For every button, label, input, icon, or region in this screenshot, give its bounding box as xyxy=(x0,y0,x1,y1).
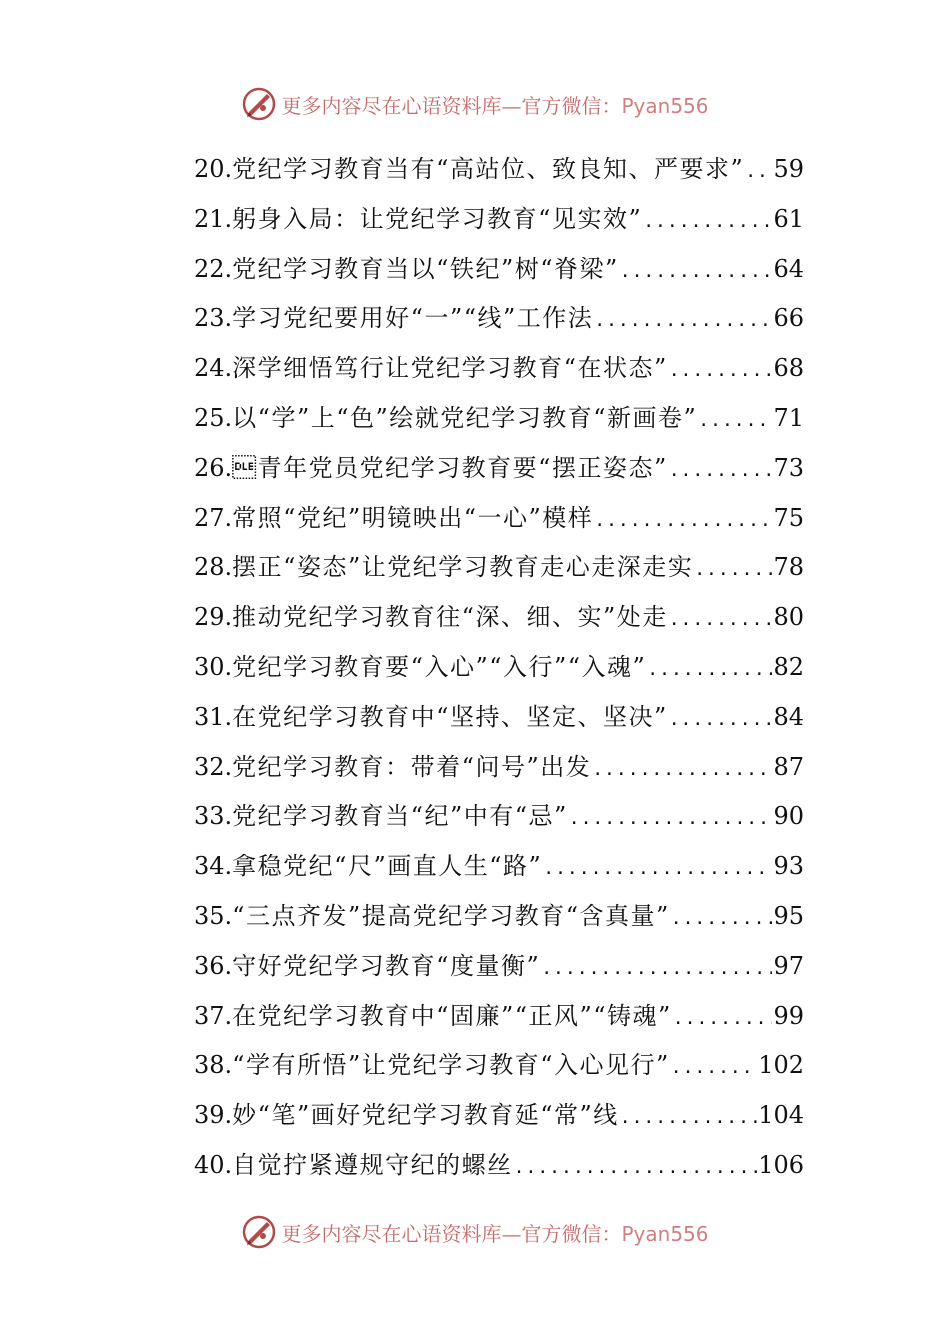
toc-entry-page: 102 xyxy=(758,1051,804,1080)
toc-entry-number: 20. xyxy=(194,155,233,183)
toc-entry[interactable] xyxy=(194,892,804,942)
toc-entry[interactable] xyxy=(194,1141,804,1191)
toc-entry-title: “学有所悟”让党纪学习教育“入心见行” xyxy=(232,1051,670,1080)
toc-entry-page: 99 xyxy=(773,1001,804,1030)
toc-entry-page: 87 xyxy=(773,752,804,781)
pen-logo-icon xyxy=(241,1214,277,1250)
table-of-contents xyxy=(194,145,804,1191)
toc-entry-page: 80 xyxy=(773,603,804,632)
toc-leader-dots xyxy=(671,1043,757,1093)
toc-entry-page: 93 xyxy=(773,852,804,881)
wechat-id: Pyan556 xyxy=(621,93,709,118)
watermark-banner-top xyxy=(0,84,950,124)
toc-leader-dots xyxy=(541,944,772,994)
toc-leader-dots xyxy=(620,247,773,297)
toc-entry-page: 71 xyxy=(773,403,804,432)
toc-entry-title: 在党纪学习教育中“固廉”“正风”“铸魂” xyxy=(232,1001,672,1030)
toc-entry-title: 摆正“姿态”让党纪学习教育走心走深走实 xyxy=(232,553,694,582)
toc-entry-title: 推动党纪学习教育往“深、细、实”处走 xyxy=(232,603,668,632)
toc-entry-title: 躬身入局：让党纪学习教育“见实效” xyxy=(232,204,643,233)
toc-entry-page: 78 xyxy=(773,553,804,582)
toc-entry-title: 深学细悟笃行让党纪学习教育“在状态” xyxy=(232,354,668,383)
toc-entry[interactable] xyxy=(194,543,804,593)
toc-leader-dots xyxy=(669,695,773,745)
toc-leader-dots xyxy=(745,147,772,197)
toc-leader-dots xyxy=(671,894,773,944)
toc-entry-number: 29. xyxy=(194,603,233,632)
toc-entry[interactable] xyxy=(194,294,804,344)
wechat-id: Pyan556 xyxy=(621,1221,709,1246)
toc-entry-number: 25. xyxy=(194,403,233,432)
toc-leader-dots xyxy=(514,1143,758,1193)
toc-leader-dots xyxy=(694,545,772,595)
toc-entry[interactable] xyxy=(194,693,804,743)
toc-entry-page: 75 xyxy=(773,503,804,532)
toc-entry[interactable] xyxy=(194,942,804,992)
toc-entry[interactable] xyxy=(194,195,804,245)
toc-entry-page: 66 xyxy=(773,304,804,333)
toc-entry-page: 73 xyxy=(773,453,804,482)
toc-leader-dots xyxy=(592,745,772,795)
toc-entry-number: 34. xyxy=(194,852,233,881)
watermark-text: 更多内容尽在心语资料库—官方微信：Pyan556 xyxy=(281,93,709,118)
toc-entry-page: 84 xyxy=(773,702,804,731)
toc-entry[interactable] xyxy=(194,593,804,643)
toc-leader-dots xyxy=(669,595,773,645)
toc-entry[interactable] xyxy=(194,842,804,892)
toc-entry-number: 28. xyxy=(194,553,233,582)
toc-entry-title: 党纪学习教育要“入心”“入行”“入魂” xyxy=(232,652,647,681)
toc-entry[interactable] xyxy=(194,1041,804,1091)
toc-leader-dots xyxy=(620,1093,757,1143)
toc-entry-number: 26. xyxy=(194,453,233,482)
toc-entry-number: 36. xyxy=(194,951,233,980)
toc-leader-dots xyxy=(643,197,772,247)
toc-entry-title: 青年党员党纪学习教育要“摆正姿态” xyxy=(232,453,668,482)
watermark-banner-bottom xyxy=(0,1212,950,1252)
toc-entry-number: 24. xyxy=(194,354,233,383)
toc-entry[interactable] xyxy=(194,145,804,195)
toc-entry-page: 95 xyxy=(773,901,804,930)
toc-entry-page: 61 xyxy=(773,204,804,233)
toc-entry-title: 党纪学习教育当“纪”中有“忌” xyxy=(232,802,568,831)
toc-entry-number: 38. xyxy=(194,1051,233,1080)
toc-leader-dots xyxy=(669,346,773,396)
toc-entry-page: 106 xyxy=(758,1150,804,1179)
toc-entry-number: 23. xyxy=(194,304,233,333)
toc-entry[interactable] xyxy=(194,494,804,544)
toc-entry-title: 自觉拧紧遵规守纪的螺丝 xyxy=(232,1150,513,1179)
toc-entry-title: 党纪学习教育：带着“问号”出发 xyxy=(232,752,592,781)
toc-leader-dots xyxy=(594,296,772,346)
toc-entry-page: 90 xyxy=(773,802,804,831)
toc-leader-dots xyxy=(647,645,772,695)
toc-entry-title: 常照“党纪”明镜映出“一心”模样 xyxy=(232,503,594,532)
toc-entry-page: 59 xyxy=(773,155,804,183)
toc-entry-title: 在党纪学习教育中“坚持、坚定、坚决” xyxy=(232,702,668,731)
toc-entry-number: 27. xyxy=(194,503,233,532)
toc-leader-dots xyxy=(698,396,772,446)
toc-entry-title: 党纪学习教育当以“铁纪”树“脊梁” xyxy=(232,254,619,283)
toc-entry-page: 68 xyxy=(773,354,804,383)
toc-entry-number: 40. xyxy=(194,1150,233,1179)
toc-leader-dots xyxy=(543,844,772,894)
toc-entry-number: 31. xyxy=(194,702,233,731)
toc-entry-number: 21. xyxy=(194,204,233,233)
toc-entry[interactable] xyxy=(194,344,804,394)
toc-entry[interactable] xyxy=(194,992,804,1042)
toc-entry-number: 30. xyxy=(194,652,233,681)
toc-entry-number: 39. xyxy=(194,1101,233,1130)
toc-entry-title: 拿稳党纪“尺”画直人生“路” xyxy=(232,852,543,881)
toc-entry-page: 104 xyxy=(758,1101,804,1130)
toc-entry[interactable] xyxy=(194,743,804,793)
toc-entry-title: “三点齐发”提高党纪学习教育“含真量” xyxy=(232,901,670,930)
toc-entry-title: 党纪学习教育当有“高站位、致良知、严要求” xyxy=(232,155,745,183)
pen-logo-icon xyxy=(241,86,277,122)
toc-entry-page: 82 xyxy=(773,652,804,681)
toc-entry[interactable] xyxy=(194,643,804,693)
toc-leader-dots xyxy=(594,496,772,546)
toc-entry-number: 37. xyxy=(194,1001,233,1030)
toc-entry[interactable] xyxy=(194,394,804,444)
toc-entry-page: 64 xyxy=(773,254,804,283)
toc-entry[interactable] xyxy=(194,792,804,842)
toc-entry-number: 22. xyxy=(194,254,233,283)
toc-entry-page: 97 xyxy=(773,951,804,980)
toc-leader-dots xyxy=(673,994,773,1044)
watermark-text: 更多内容尽在心语资料库—官方微信：Pyan556 xyxy=(281,1221,709,1246)
toc-entry-number: 35. xyxy=(194,901,233,930)
toc-entry-number: 32. xyxy=(194,752,233,781)
toc-entry[interactable] xyxy=(194,1091,804,1141)
toc-entry[interactable] xyxy=(194,245,804,295)
toc-entry-title: 以“学”上“色”绘就党纪学习教育“新画卷” xyxy=(232,403,698,432)
toc-entry-number: 33. xyxy=(194,802,233,831)
toc-entry-title: 学习党纪要用好“一”“线”工作法 xyxy=(232,304,594,333)
toc-leader-dots xyxy=(669,446,773,496)
toc-entry[interactable] xyxy=(194,444,804,494)
toc-entry-title: 守好党纪学习教育“度量衡” xyxy=(232,951,541,980)
toc-entry-title: 妙“笔”画好党纪学习教育延“常”线 xyxy=(232,1101,619,1130)
toc-leader-dots xyxy=(569,794,773,844)
